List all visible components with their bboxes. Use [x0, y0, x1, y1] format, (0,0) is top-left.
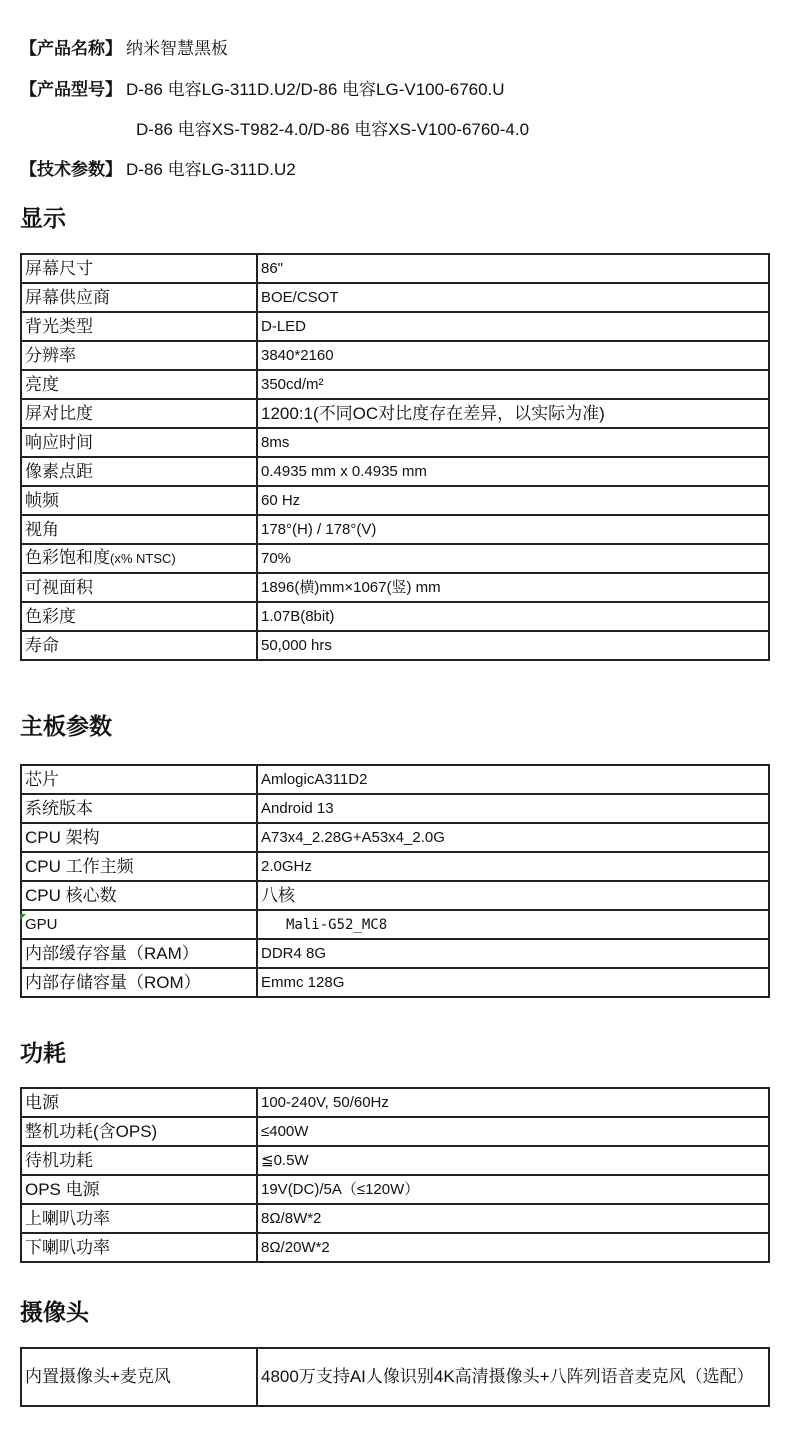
spec-value: 70%	[257, 544, 769, 573]
spec-value: D-LED	[257, 312, 769, 341]
spec-label: 屏对比度	[21, 399, 257, 428]
table-row	[21, 1146, 769, 1175]
info-product-name	[20, 38, 228, 60]
table-row	[21, 515, 769, 544]
table-row	[21, 573, 769, 602]
spec-value: 60 Hz	[257, 486, 769, 515]
spec-label: 内置摄像头+麦克风	[21, 1348, 257, 1406]
spec-label: 系统版本	[21, 794, 257, 823]
ntsc-suffix: (x% NTSC)	[110, 551, 176, 566]
spec-label: 分辨率	[21, 341, 257, 370]
spec-label: 寿命	[21, 631, 257, 660]
spec-label: 响应时间	[21, 428, 257, 457]
spec-value: BOE/CSOT	[257, 283, 769, 312]
table-row	[21, 939, 769, 968]
spec-label: OPS 电源	[21, 1175, 257, 1204]
info-product-model	[20, 79, 505, 101]
table-row	[21, 910, 769, 939]
section-title-display: 显示	[20, 205, 66, 231]
table-row	[21, 1088, 769, 1117]
table-row	[21, 283, 769, 312]
cell-corner-marker	[20, 914, 26, 920]
spec-value: 50,000 hrs	[257, 631, 769, 660]
info-key: 【技术参数】	[20, 160, 122, 179]
spec-label: CPU 工作主频	[21, 852, 257, 881]
spec-label: 屏幕供应商	[21, 283, 257, 312]
spec-value: ≤400W	[257, 1117, 769, 1146]
info-key: 【产品名称】	[20, 39, 122, 58]
table-row	[21, 794, 769, 823]
spec-label: 下喇叭功率	[21, 1233, 257, 1262]
spec-value: Emmc 128G	[257, 968, 769, 997]
display-spec-table	[20, 253, 770, 661]
info-value: D-86 电容LG-311D.U2	[126, 160, 296, 179]
spec-value: 1896(横)mm×1067(竖) mm	[257, 573, 769, 602]
table-row	[21, 1204, 769, 1233]
table-row	[21, 1117, 769, 1146]
spec-value: 1.07B(8bit)	[257, 602, 769, 631]
info-value: 纳米智慧黑板	[126, 39, 228, 58]
spec-value: 100-240V, 50/60Hz	[257, 1088, 769, 1117]
spec-value: 2.0GHz	[257, 852, 769, 881]
table-row	[21, 312, 769, 341]
spec-value: 4800万支持AI人像识别4K高清摄像头+八阵列语音麦克风（选配）	[257, 1348, 769, 1406]
spec-label: 整机功耗(含OPS)	[21, 1117, 257, 1146]
spec-value: 8Ω/8W*2	[257, 1204, 769, 1233]
spec-value: DDR4 8G	[257, 939, 769, 968]
table-row	[21, 399, 769, 428]
info-tech-params	[20, 159, 296, 181]
section-title-power: 功耗	[20, 1040, 66, 1066]
spec-value: 19V(DC)/5A（≤120W）	[257, 1175, 769, 1204]
info-key: 【产品型号】	[20, 80, 122, 99]
info-value: D-86 电容LG-311D.U2/D-86 电容LG-V100-6760.U	[126, 80, 505, 99]
spec-value: AmlogicA311D2	[257, 765, 769, 794]
table-row	[21, 602, 769, 631]
spec-label: 内部存储容量（ROM）	[21, 968, 257, 997]
spec-label: 可视面积	[21, 573, 257, 602]
table-row	[21, 457, 769, 486]
table-row	[21, 968, 769, 997]
spec-value: Mali-G52_MC8	[257, 910, 769, 939]
spec-value: 8Ω/20W*2	[257, 1233, 769, 1262]
spec-value: A73x4_2.28G+A53x4_2.0G	[257, 823, 769, 852]
spec-label: 亮度	[21, 370, 257, 399]
table-row	[21, 544, 769, 573]
spec-label: CPU 架构	[21, 823, 257, 852]
camera-spec-table	[20, 1347, 770, 1407]
table-row	[21, 765, 769, 794]
spec-value: 八核	[257, 881, 769, 910]
info-product-model-continued: D-86 电容XS-T982-4.0/D-86 电容XS-V100-6760-4.0	[136, 120, 530, 139]
spec-label: 像素点距	[21, 457, 257, 486]
spec-label: 待机功耗	[21, 1146, 257, 1175]
table-row	[21, 341, 769, 370]
table-row	[21, 370, 769, 399]
mainboard-spec-table	[20, 764, 770, 998]
spec-value: Android 13	[257, 794, 769, 823]
section-title-mainboard: 主板参数	[20, 713, 112, 739]
spec-label: 电源	[21, 1088, 257, 1117]
table-row	[21, 254, 769, 283]
spec-value: 1200:1(不同OC对比度存在差异，以实际为准)	[257, 399, 769, 428]
spec-value: 178°(H) / 178°(V)	[257, 515, 769, 544]
spec-value: 86"	[257, 254, 769, 283]
spec-value: 8ms	[257, 428, 769, 457]
spec-label: 色彩度	[21, 602, 257, 631]
spec-label: 屏幕尺寸	[21, 254, 257, 283]
table-row	[21, 486, 769, 515]
table-row	[21, 823, 769, 852]
spec-value: 0.4935 mm x 0.4935 mm	[257, 457, 769, 486]
spec-label: 帧频	[21, 486, 257, 515]
section-title-camera: 摄像头	[20, 1299, 89, 1325]
spec-label: GPU	[21, 910, 257, 939]
spec-label-text: 色彩饱和度	[25, 548, 110, 567]
table-row	[21, 881, 769, 910]
table-row	[21, 1233, 769, 1262]
spec-value: 3840*2160	[257, 341, 769, 370]
power-spec-table	[20, 1087, 770, 1263]
spec-label: 内部缓存容量（RAM）	[21, 939, 257, 968]
spec-label: 上喇叭功率	[21, 1204, 257, 1233]
table-row	[21, 852, 769, 881]
spec-label: 背光类型	[21, 312, 257, 341]
table-row	[21, 631, 769, 660]
table-row	[21, 428, 769, 457]
spec-value: 350cd/m²	[257, 370, 769, 399]
spec-value: ≦0.5W	[257, 1146, 769, 1175]
table-row	[21, 1175, 769, 1204]
table-row	[21, 1348, 769, 1406]
spec-label: 视角	[21, 515, 257, 544]
spec-label: 芯片	[21, 765, 257, 794]
spec-label	[21, 544, 257, 573]
spec-label: CPU 核心数	[21, 881, 257, 910]
